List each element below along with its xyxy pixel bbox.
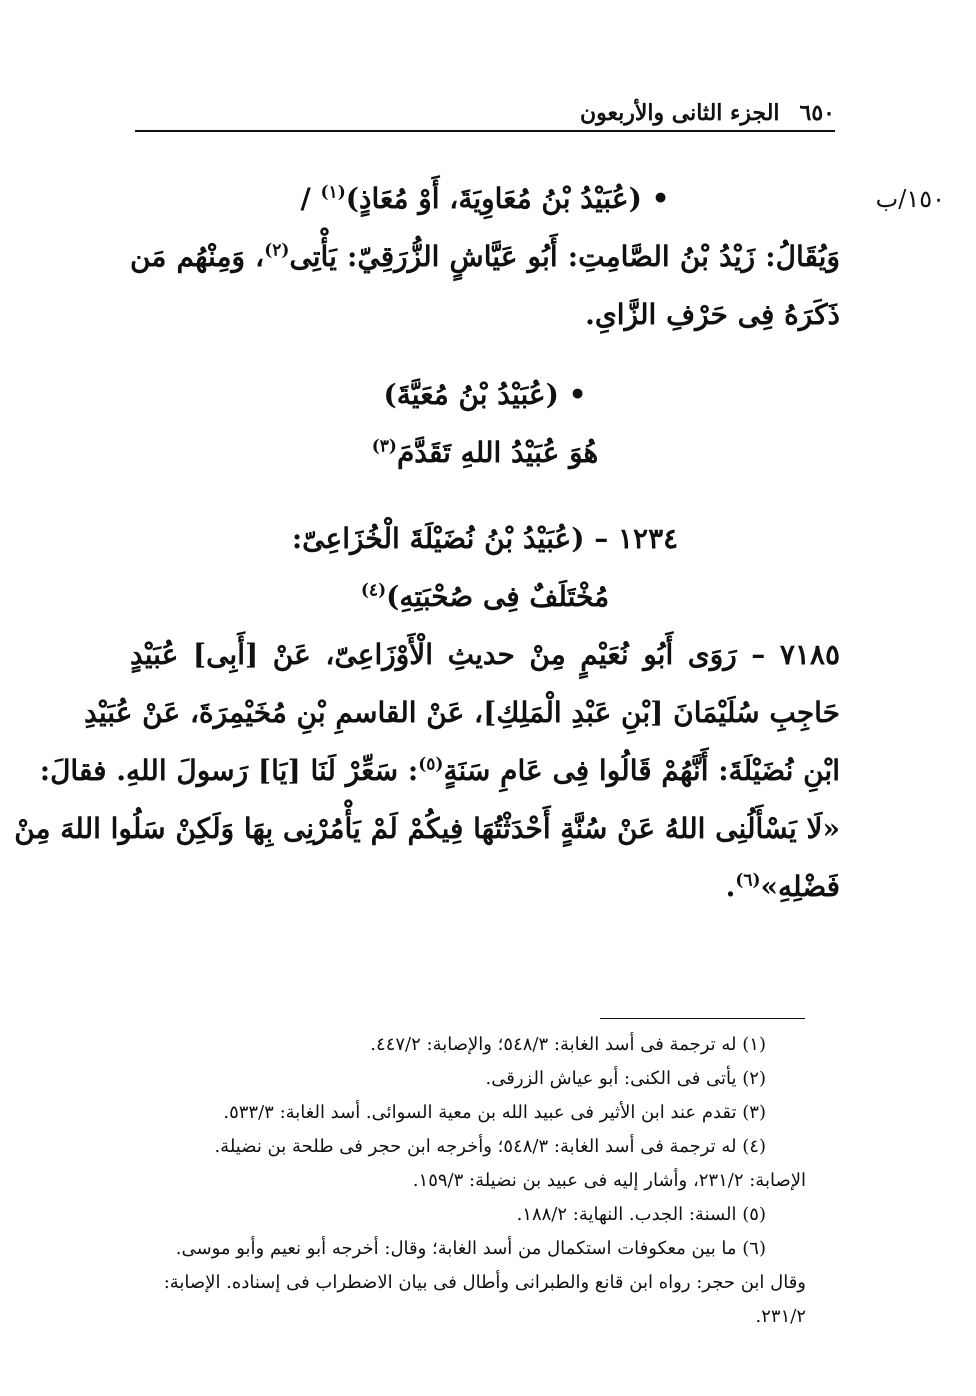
main-text bbox=[14, 170, 840, 916]
text-line bbox=[130, 228, 840, 286]
hadith-line: حَاجِبِ سُلَيْمَانَ [بْنِ عَبْدِ الْمَلِكِ]، عَنْ القاسمِ بْنِ مُخَيْمِرَةَ، عَنْ عُبَيْدِ bbox=[84, 696, 840, 729]
footnote-separator bbox=[600, 1018, 805, 1019]
footnote: (١) له ترجمة فى أسد الغابة: ٥٤٨/٣؛ والإصابة: ٤٤٧/٢. bbox=[370, 1034, 766, 1055]
text-segment: وَيُقَالُ: زَيْدُ بْنُ الصَّامِتِ: أَبُو عَيَّاشٍ الزُّرَقِيّ: يَأْتِى bbox=[289, 240, 840, 273]
footnote: (٦) ما بين معكوفات استكمال من أسد الغابة؛ وقال: أخرجه أبو نعيم وأبو موسى. bbox=[175, 1238, 766, 1259]
text-segment: . bbox=[725, 870, 736, 903]
footnote-continuation: ٢٣١/٢. bbox=[755, 1306, 806, 1327]
entry-heading bbox=[130, 170, 840, 228]
hadith-line: ٧١٨٥ – رَوَى أَبُو نُعَيْمٍ مِنْ حديثِ الْأَوْزَاعِىّ، عَنْ [أَبِى] عُبَيْدٍ bbox=[130, 638, 840, 671]
hadith-line bbox=[39, 742, 840, 800]
footnote-marker: (١) bbox=[320, 182, 346, 203]
hadith-line: «لَا يَسْأَلُنِى اللهُ عَنْ سُنَّةٍ أَحْدَثْتُهَا فِيكُمْ لَمْ يَأْمُرْنِى بِهَا وَلَكِنْ سَلُوا اللهَ مِنْ bbox=[14, 812, 840, 845]
footnote: (٣) تقدم عند ابن الأثير فى عبيد الله بن معية السوائى. أسد الغابة: ٥٣٣/٣. bbox=[223, 1102, 766, 1123]
footnote: (٢) يأتى فى الكنى: أبو عياش الزرقى. bbox=[485, 1068, 766, 1089]
running-title: الجزء الثانى والأربعون bbox=[579, 100, 780, 126]
text-segment: فَضْلِهِ» bbox=[760, 870, 840, 903]
text-segment: ، وَمِنْهُم مَن bbox=[130, 240, 265, 273]
footnotes bbox=[100, 1028, 806, 1334]
footnote-continuation: الإصابة: ٢٣١/٢، وأشار إليه فى عبيد بن نضيلة: ١٥٩/٣. bbox=[412, 1170, 806, 1191]
entry-heading: • (عُبَيْدُ بْنُ مُعَيَّةَ) bbox=[383, 378, 587, 411]
entry-heading-tail: / bbox=[300, 182, 321, 215]
entry-heading-text: • (عُبَيْدُ بْنُ مُعَاوِيَةَ، أَوْ مُعَاذٍ) bbox=[345, 182, 670, 215]
footnote-continuation: وقال ابن حجر: رواه ابن قانع والطبرانى وأطال فى بيان الاضطراب فى إسناده. الإصابة: bbox=[163, 1272, 806, 1293]
text-line bbox=[130, 568, 840, 626]
footnote: (٥) السنة: الجدب. النهاية: ١٨٨/٢. bbox=[516, 1204, 766, 1225]
page-number: ٦٥٠ bbox=[799, 100, 835, 126]
footnote-marker: (٥) bbox=[418, 754, 444, 775]
text-segment: مُخْتَلَفٌ فِى صُحْبَتِهِ) bbox=[386, 580, 610, 613]
footnote-marker: (٤) bbox=[360, 580, 387, 601]
hadith-line bbox=[130, 858, 840, 916]
text-line bbox=[130, 424, 840, 482]
text-segment: هُوَ عُبَيْدُ اللهِ تَقَدَّمَ bbox=[396, 436, 599, 469]
footnote-marker: (٣) bbox=[371, 436, 397, 457]
text-segment: : سَعِّرْ لَنَا [يَا] رَسولَ اللهِ. فقالَ: bbox=[39, 754, 419, 787]
footnote-marker: (٢) bbox=[264, 240, 290, 261]
running-header bbox=[135, 92, 835, 132]
margin-folio-note: ١٥٠/ب bbox=[875, 185, 945, 213]
text-segment: ابْنِ نُضَيْلَةَ: أَنَّهُمْ قَالُوا فِى عَامِ سَنَةٍ bbox=[443, 754, 840, 787]
footnote-marker: (٦) bbox=[735, 870, 761, 891]
footnote: (٤) له ترجمة فى أسد الغابة: ٥٤٨/٣؛ وأخرجه ابن حجر فى طلحة بن نضيلة. bbox=[214, 1136, 766, 1157]
entry-heading: ١٢٣٤ – (عُبَيْدُ بْنُ نُضَيْلَةَ الْخُزَاعِىّ: bbox=[291, 522, 679, 555]
text-line: ذَكَرَهُ فِى حَرْفِ الزَّاىِ. bbox=[585, 298, 840, 331]
